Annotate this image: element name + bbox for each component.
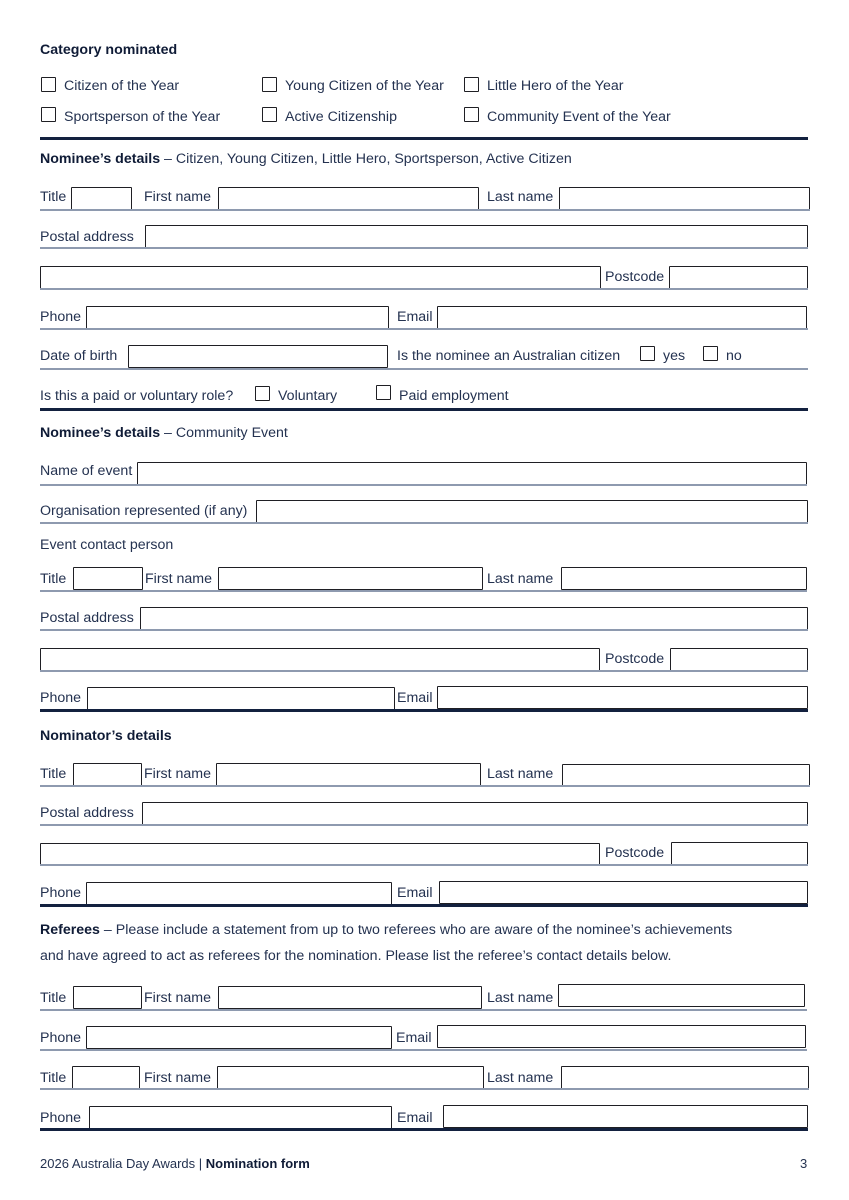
footer-left [40,1155,310,1173]
organisation-label: Organisation represented (if any) [40,503,248,519]
nominator-last-name-input[interactable] [562,764,810,787]
postcode-input[interactable] [669,266,808,289]
referee1-email-label: Email [396,1030,432,1046]
nominator-phone-label: Phone [40,885,82,901]
referees-text: – Please include a statement from up to two referees who are aware of the nominee’s achievements [99,922,733,938]
event-email-label: Email [397,690,433,706]
footer-doc-name: Nomination form [205,1156,310,1171]
referee2-email-input[interactable] [443,1105,808,1128]
row-underline [40,824,808,826]
checkbox-active-citizenship[interactable] [262,107,277,122]
event-postal-label: Postal address [40,610,134,626]
row-underline [40,484,807,486]
event-heading-bold: Nominee’s details [40,425,161,441]
paid-employment-label: Paid employment [399,388,509,404]
referee2-phone-input[interactable] [89,1106,392,1129]
event-name-label: Name of event [40,463,133,479]
referee2-email-label: Email [397,1110,433,1126]
checkbox-little-hero[interactable] [464,77,479,92]
event-phone-label: Phone [40,690,82,706]
section-divider [40,137,808,140]
nominator-postal-input[interactable] [142,802,808,825]
title-label: Title [40,189,67,205]
paid-employment-checkbox[interactable] [376,385,391,400]
referee1-title-input[interactable] [73,986,142,1009]
email-label: Email [397,309,433,325]
role-question: Is this a paid or voluntary role? [40,388,234,404]
phone-input[interactable] [86,306,389,329]
nominator-postal-line2-input[interactable] [40,843,600,866]
nominator-first-name-input[interactable] [216,763,481,786]
section-divider [40,709,808,712]
title-input[interactable] [71,187,132,210]
event-postcode-label: Postcode [605,651,665,667]
section-divider [40,904,808,907]
checkbox-citizen-of-the-year[interactable] [41,77,56,92]
page-number: 3 [800,1156,808,1171]
referee2-phone-label: Phone [40,1110,82,1126]
voluntary-label: Voluntary [278,388,338,404]
event-last-name-label: Last name [487,571,554,587]
event-last-name-input[interactable] [561,567,807,590]
voluntary-checkbox[interactable] [255,386,270,401]
row-underline [40,785,810,787]
row-underline [40,328,808,330]
citizen-no-label: no [726,348,742,364]
organisation-input[interactable] [256,500,808,523]
referee1-phone-input[interactable] [86,1026,392,1049]
event-phone-input[interactable] [87,687,395,710]
nominator-title-input[interactable] [73,763,142,786]
referee2-first-name-input[interactable] [217,1066,484,1089]
category-heading: Category nominated [40,42,178,58]
footer-event-name: 2026 Australia Day Awards [40,1156,196,1171]
referee1-last-name-label: Last name [487,990,554,1006]
referee2-last-name-input[interactable] [561,1066,809,1089]
row-underline [40,247,808,249]
section-divider [40,408,808,411]
row-underline [40,288,808,290]
footer-separator: | [198,1156,203,1171]
nominee-heading-bold: Nominee’s details [40,151,161,167]
checkbox-community-event[interactable] [464,107,479,122]
first-name-label: First name [144,189,212,205]
row-underline [40,629,808,631]
event-heading [40,424,288,442]
referee1-email-input[interactable] [437,1025,806,1048]
event-title-input[interactable] [73,567,143,590]
event-title-label: Title [40,571,67,587]
nominator-phone-input[interactable] [86,882,392,905]
referee1-first-name-label: First name [144,990,212,1006]
checkbox-label: Citizen of the Year [64,78,180,94]
event-subheading: – Community Event [160,425,288,441]
event-contact-label: Event contact person [40,537,174,553]
checkbox-label: Young Citizen of the Year [285,78,444,94]
nominee-subheading: – Citizen, Young Citizen, Little Hero, Sportsperson, Active Citizen [160,151,572,167]
referee1-first-name-input[interactable] [218,986,482,1009]
postal-address-line2-input[interactable] [40,266,601,289]
postal-address-label: Postal address [40,229,134,245]
citizen-no-checkbox[interactable] [703,346,718,361]
row-underline [40,209,810,211]
last-name-input[interactable] [559,187,810,210]
checkbox-label: Little Hero of the Year [487,78,624,94]
row-underline [40,590,807,592]
event-name-input[interactable] [137,462,807,485]
event-postal-input[interactable] [140,607,808,630]
nominee-heading [40,150,572,168]
referee2-last-name-label: Last name [487,1070,554,1086]
citizen-yes-checkbox[interactable] [640,346,655,361]
event-email-input[interactable] [437,686,808,709]
nominator-last-name-label: Last name [487,766,554,782]
nominator-email-input[interactable] [439,881,808,904]
checkbox-label: Active Citizenship [285,109,397,125]
referees-heading: Referees [40,922,100,938]
row-underline [40,522,808,524]
row-underline [40,368,808,370]
event-postcode-input[interactable] [670,648,808,671]
nominator-postal-label: Postal address [40,805,134,821]
checkbox-young-citizen[interactable] [262,77,277,92]
nominator-postcode-input[interactable] [671,842,808,865]
checkbox-label: Community Event of the Year [487,109,671,125]
citizen-question: Is the nominee an Australian citizen [397,348,621,364]
row-underline [40,1009,807,1011]
checkbox-sportsperson[interactable] [41,107,56,122]
row-underline [40,864,808,866]
nominator-heading: Nominator’s details [40,728,172,744]
row-underline [40,1088,809,1090]
nominator-email-label: Email [397,885,433,901]
referee2-title-label: Title [40,1070,67,1086]
last-name-label: Last name [487,189,554,205]
postal-address-input[interactable] [145,225,808,248]
nominator-postcode-label: Postcode [605,845,665,861]
phone-label: Phone [40,309,82,325]
first-name-input[interactable] [218,187,479,210]
nominator-first-name-label: First name [144,766,212,782]
email-input[interactable] [437,306,807,329]
row-underline [40,670,808,672]
nominator-title-label: Title [40,766,67,782]
referee1-title-label: Title [40,990,67,1006]
citizen-yes-label: yes [663,348,686,364]
referee1-phone-label: Phone [40,1030,82,1046]
event-postal-line2-input[interactable] [40,648,600,671]
referee1-last-name-input[interactable] [558,984,805,1007]
referee2-title-input[interactable] [72,1066,140,1089]
dob-input[interactable] [128,345,388,368]
event-first-name-input[interactable] [218,567,483,590]
postcode-label: Postcode [605,269,665,285]
referee2-first-name-label: First name [144,1070,212,1086]
dob-label: Date of birth [40,348,118,364]
referees-intro-line1 [40,921,732,939]
event-first-name-label: First name [145,571,213,587]
section-divider [40,1128,808,1131]
checkbox-label: Sportsperson of the Year [64,109,221,125]
referees-intro-line2: and have agreed to act as referees for the nomination. Please list the referee’s contact details below. [40,948,672,964]
row-underline [40,1049,807,1051]
